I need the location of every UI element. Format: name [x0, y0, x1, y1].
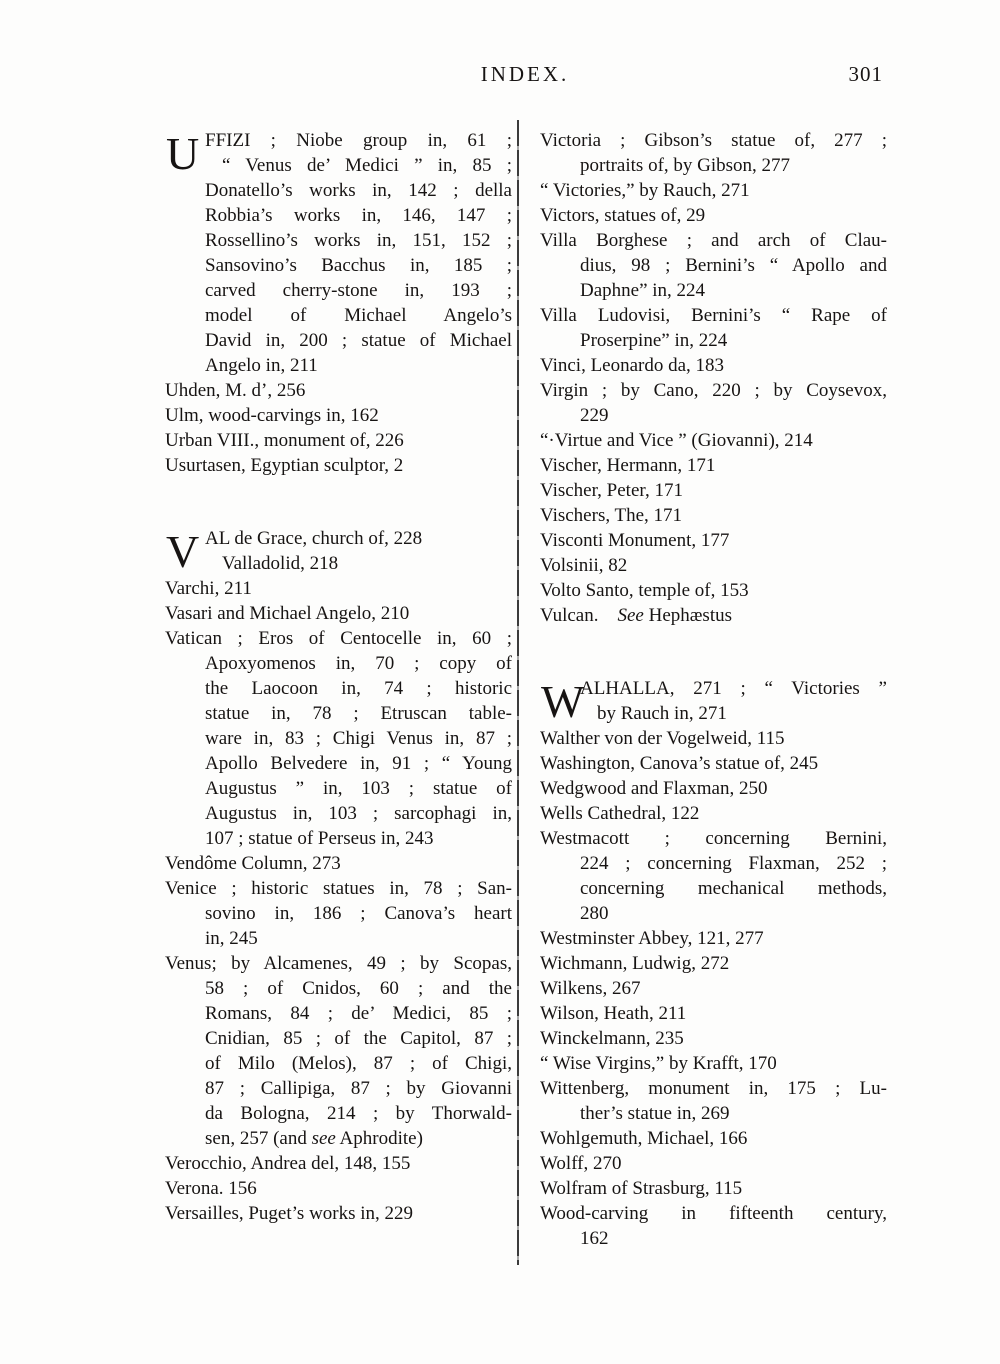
index-entry-line: Daphne” in, 224: [580, 280, 706, 301]
index-entry-line: carved cherry-stone in, 193 ;: [205, 280, 512, 301]
index-entry: [165, 1151, 512, 1176]
index-entry-line: Wilson, Heath, 211: [540, 1003, 687, 1024]
index-entry-line: Augustus in, 103 ; sarcophagi in,: [205, 803, 512, 824]
index-entry-line: “·Virtue and Vice ” (Giovanni), 214: [540, 430, 813, 451]
index-entry: [165, 1176, 512, 1201]
index-entry-line: sovino in, 186 ; Canova’s heart: [205, 903, 512, 924]
index-entry-line: Usurtasen, Egyptian sculptor, 2: [165, 455, 404, 476]
index-entry: [540, 228, 887, 303]
index-entry-line: Wolfram of Strasburg, 115: [540, 1178, 743, 1199]
index-entry: [540, 378, 887, 428]
index-entry: [540, 428, 887, 453]
index-entry-line: Proserpine” in, 224: [580, 330, 728, 351]
index-entry-line: 229: [580, 405, 609, 426]
index-entry: [165, 626, 512, 851]
index-entry-line: Uhden, M. d’, 256: [165, 380, 306, 401]
index-entry-line: da Bologna, 214 ; by Thorwald-: [205, 1103, 512, 1124]
index-column-right: [540, 128, 887, 1251]
index-entry-line: statue in, 78 ; Etruscan table-: [205, 703, 512, 724]
index-entry-line: Wilkens, 267: [540, 978, 641, 999]
index-entry-line: Wolff, 270: [540, 1153, 622, 1174]
index-entry: [540, 1001, 887, 1026]
index-entry-line: Romans, 84 ; de’ Medici, 85 ;: [205, 1003, 512, 1024]
index-entry: [540, 1026, 887, 1051]
index-entry-line: Vulcan. See Hephæstus: [540, 605, 733, 626]
drop-cap-letter: V: [166, 526, 200, 577]
index-entry-line: ALHALLA, 271 ; “ Victories ”: [580, 678, 887, 699]
index-entry: [540, 951, 887, 976]
index-entry-line: 162: [580, 1228, 609, 1249]
index-entry-line: 87 ; Callipiga, 87 ; by Giovanni: [205, 1078, 512, 1099]
index-entry: [165, 851, 512, 876]
index-entry: [165, 428, 512, 453]
index-entry-line: Vinci, Leonardo da, 183: [540, 355, 725, 376]
index-entry-line: 224 ; concerning Flaxman, 252 ;: [580, 853, 887, 874]
index-entry-line: of Milo (Melos), 87 ; of Chigi,: [205, 1053, 512, 1074]
index-entry: [540, 1176, 887, 1201]
index-entry-line: Vischer, Peter, 171: [540, 480, 683, 501]
index-entry-line: ware in, 83 ; Chigi Venus in, 87 ;: [205, 728, 512, 749]
index-entry: [540, 1051, 887, 1076]
index-entry: [540, 926, 887, 951]
index-entry: [540, 353, 887, 378]
index-entry-line: Urban VIII., monument of, 226: [165, 430, 404, 451]
index-entry-line: Angelo in, 211: [205, 355, 318, 376]
index-entry: [540, 1201, 887, 1251]
index-entry-line: Venice ; historic statues in, 78 ; San-: [165, 878, 512, 899]
index-entry-line: “ Wise Virgins,” by Krafft, 170: [540, 1053, 777, 1074]
index-entry: [165, 453, 512, 478]
index-entry: [540, 976, 887, 1001]
index-entry: [540, 578, 887, 603]
index-entry: [540, 1076, 887, 1126]
index-entry: [540, 826, 887, 926]
index-entry-line: Sansovino’s Bacchus in, 185 ;: [205, 255, 512, 276]
index-entry-line: Wells Cathedral, 122: [540, 803, 700, 824]
index-entry-line: Valladolid, 218: [222, 553, 339, 574]
index-entry-line: Visconti Monument, 177: [540, 530, 730, 551]
index-entry-line: Volsinii, 82: [540, 555, 628, 576]
index-entry: [540, 603, 887, 628]
page-number: 301: [848, 62, 883, 86]
index-entry-line: concerning mechanical methods,: [580, 878, 887, 899]
index-entry-line: Augustus ” in, 103 ; statue of: [205, 778, 512, 799]
index-entry-line: Villa Borghese ; and arch of Clau-: [540, 230, 887, 251]
index-entry: [540, 776, 887, 801]
index-entry: [165, 378, 512, 403]
index-entry-line: Victoria ; Gibson’s statue of, 277 ;: [540, 130, 887, 151]
index-entry-line: Cnidian, 85 ; of the Capitol, 87 ;: [205, 1028, 512, 1049]
index-column-left: [165, 128, 512, 1226]
index-entry-line: Washington, Canova’s statue of, 245: [540, 753, 819, 774]
index-entry-line: FFIZI ; Niobe group in, 61 ;: [205, 130, 512, 151]
index-entry: [165, 576, 512, 601]
index-entry-line: Westminster Abbey, 121, 277: [540, 928, 764, 949]
index-entry-line: AL de Grace, church of, 228: [205, 528, 423, 549]
index-entry-line: Victors, statues of, 29: [540, 205, 706, 226]
index-entry-line: “ Victories,” by Rauch, 271: [540, 180, 750, 201]
index-entry: [540, 553, 887, 578]
index-entry-line: Wood-carving in fifteenth century,: [540, 1203, 887, 1224]
column-divider-rule: [517, 120, 519, 1265]
index-entry-line: David in, 200 ; statue of Michael: [205, 330, 512, 351]
index-entry: [540, 203, 887, 228]
index-entry-line: Winckelmann, 235: [540, 1028, 684, 1049]
index-entry-line: Virgin ; by Cano, 220 ; by Coysevox,: [540, 380, 887, 401]
index-entry: [540, 128, 887, 178]
index-entry-line: Volto Santo, temple of, 153: [540, 580, 749, 601]
index-entry-line: Robbia’s works in, 146, 147 ;: [205, 205, 512, 226]
index-entry-line: Venus; by Alcamenes, 49 ; by Scopas,: [165, 953, 512, 974]
index-entry-line: by Rauch in, 271: [597, 703, 727, 724]
index-entry: [540, 453, 887, 478]
index-entry-line: Rossellino’s works in, 151, 152 ;: [205, 230, 512, 251]
index-entry-line: model of Michael Angelo’s: [205, 305, 512, 326]
index-entry: [540, 503, 887, 528]
index-entry: [540, 178, 887, 203]
index-entry-line: ther’s statue in, 269: [580, 1103, 730, 1124]
index-entry: [540, 801, 887, 826]
index-entry-line: Ulm, wood-carvings in, 162: [165, 405, 379, 426]
index-entry-line: Apollo Belvedere in, 91 ; “ Young: [205, 753, 512, 774]
index-entry-line: Walther von der Vogelweid, 115: [540, 728, 785, 749]
drop-cap-letter: U: [166, 128, 200, 179]
index-entry: [165, 1201, 512, 1226]
index-entry-line: Vendôme Column, 273: [165, 853, 341, 874]
index-entry: [540, 1151, 887, 1176]
index-entry-line: Wedgwood and Flaxman, 250: [540, 778, 768, 799]
index-entry: [165, 128, 512, 378]
index-entry-line: Versailles, Puget’s works in, 229: [165, 1203, 414, 1224]
index-entry: [540, 303, 887, 353]
index-entry-line: 107 ; statue of Perseus in, 243: [205, 828, 434, 849]
index-entry: [540, 751, 887, 776]
drop-cap-letter: W: [541, 676, 585, 727]
index-entry: [540, 726, 887, 751]
index-entry: [540, 528, 887, 553]
index-entry-line: “ Venus de’ Medici ” in, 85 ;: [222, 155, 512, 176]
index-entry: [540, 478, 887, 503]
index-entry-line: Vasari and Michael Angelo, 210: [165, 603, 410, 624]
index-entry-line: Wichmann, Ludwig, 272: [540, 953, 730, 974]
index-entry-line: Verocchio, Andrea del, 148, 155: [165, 1153, 411, 1174]
index-entry-line: sen, 257 (and see Aphrodite): [205, 1128, 423, 1149]
index-entry-line: portraits of, by Gibson, 277: [580, 155, 791, 176]
index-entry-line: dius, 98 ; Bernini’s “ Apollo and: [580, 255, 887, 276]
index-entry: [540, 1126, 887, 1151]
index-entry-line: Verona. 156: [165, 1178, 257, 1199]
index-entry-line: Wittenberg, monument in, 175 ; Lu-: [540, 1078, 887, 1099]
index-entry-line: the Laocoon in, 74 ; historic: [205, 678, 512, 699]
index-entry-line: Wohlgemuth, Michael, 166: [540, 1128, 748, 1149]
index-entry: [540, 676, 887, 726]
index-entry-line: Vatican ; Eros of Centocelle in, 60 ;: [165, 628, 512, 649]
index-entry: [165, 403, 512, 428]
index-entry-line: Donatello’s works in, 142 ; della: [205, 180, 512, 201]
index-entry-line: 58 ; of Cnidos, 60 ; and the: [205, 978, 512, 999]
index-entry-line: 280: [580, 903, 609, 924]
index-entry: [165, 876, 512, 951]
index-entry-line: in, 245: [205, 928, 258, 949]
index-entry-line: Villa Ludovisi, Bernini’s “ Rape of: [540, 305, 887, 326]
index-entry-line: Varchi, 211: [165, 578, 252, 599]
index-entry: [165, 951, 512, 1151]
index-entry-line: Vischers, The, 171: [540, 505, 683, 526]
index-entry-line: Westmacott ; concerning Bernini,: [540, 828, 887, 849]
index-entry: [165, 526, 512, 576]
index-entry: [165, 601, 512, 626]
index-entry-line: Apoxyomenos in, 70 ; copy of: [205, 653, 512, 674]
index-entry-line: Vischer, Hermann, 171: [540, 455, 716, 476]
page-title: INDEX.: [480, 62, 570, 86]
